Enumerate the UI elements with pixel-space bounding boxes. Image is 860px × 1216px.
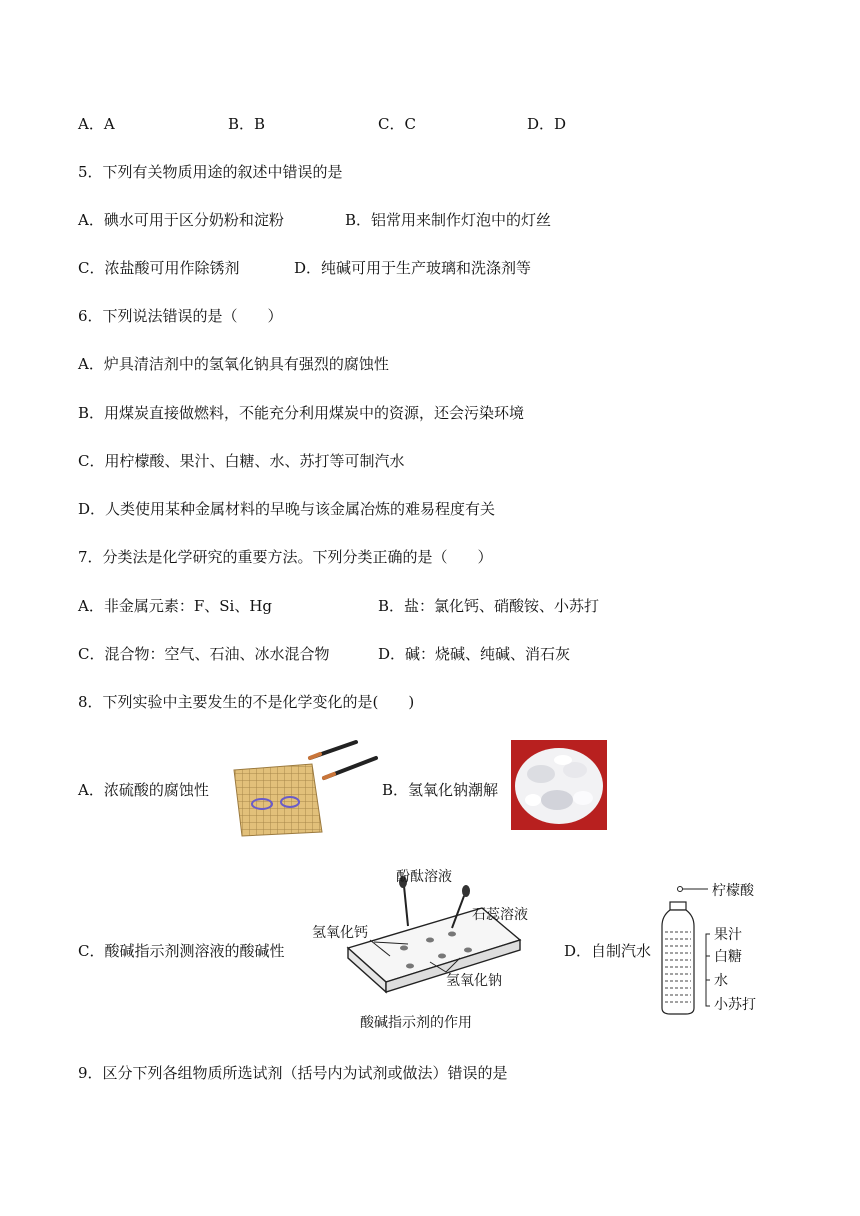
q8-option-b: B．氢氧化钠潮解 <box>382 781 499 799</box>
q6-stem: 6．下列说法错误的是（ ） <box>78 307 283 325</box>
label-juice: 果汁 <box>714 927 742 943</box>
q4-option-d: D．D <box>527 115 567 133</box>
bottle-body <box>662 910 694 1014</box>
bottle-cap <box>670 902 686 910</box>
q8-option-d: D．自制汽水 <box>564 942 652 960</box>
glass-rod-2-tip <box>324 774 334 778</box>
dropper-left <box>404 886 408 926</box>
q8-option-a: A．浓硫酸的腐蚀性 <box>78 781 209 799</box>
label-litmus: 石蕊溶液 <box>472 907 528 923</box>
q4-option-c: C．C <box>378 115 416 133</box>
q9-stem: 9．区分下列各组物质所选试剂（括号内为试剂或做法）错误的是 <box>78 1064 508 1082</box>
label-sodium-hydroxide: 氢氧化钠 <box>446 973 502 989</box>
label-phenolphthalein: 酚酞溶液 <box>396 869 452 885</box>
q6-option-d: D．人类使用某种金属材料的早晚与该金属冶炼的难易程度有关 <box>78 500 496 518</box>
q6-option-c: C．用柠檬酸、果汁、白糖、水、苏打等可制汽水 <box>78 452 405 470</box>
q5-option-b: B．铝常用来制作灯泡中的灯丝 <box>345 211 552 229</box>
q8-figure-d <box>656 876 786 1022</box>
label-baking-soda: 小苏打 <box>714 997 756 1013</box>
q4-option-b: B．B <box>228 115 266 133</box>
label-water: 水 <box>714 973 728 989</box>
label-citric-acid: 柠檬酸 <box>712 883 754 899</box>
label-calcium-hydroxide: 氢氧化钙 <box>312 925 368 941</box>
label-sugar: 白糖 <box>714 949 742 965</box>
q5-option-c: C．浓盐酸可用作除锈剂 <box>78 259 240 277</box>
q5-option-d: D．纯碱可用于生产玻璃和洗涤剂等 <box>294 259 532 277</box>
q8-figure-b <box>511 740 607 830</box>
q5-stem: 5．下列有关物质用途的叙述中错误的是 <box>78 163 343 181</box>
q7-option-c: C．混合物：空气、石油、冰水混合物 <box>78 645 330 663</box>
spot-plate-drawing <box>312 864 542 1034</box>
figure-c-caption: 酸碱指示剂的作用 <box>360 1015 472 1031</box>
q7-option-d: D．碱：烧碱、纯碱、消石灰 <box>378 645 571 663</box>
q4-option-a: A．A <box>78 115 115 133</box>
q7-option-b: B．盐：氯化钙、硝酸铵、小苏打 <box>378 597 600 615</box>
mesh-cloth <box>234 764 322 836</box>
q6-option-a: A．炉具清洁剂中的氢氧化钠具有强烈的腐蚀性 <box>78 355 389 373</box>
q8-figure-c <box>312 864 542 1034</box>
q8-figure-a <box>228 738 388 838</box>
q5-option-a: A．碘水可用于区分奶粉和淀粉 <box>78 211 284 229</box>
glass-rod-1-tip <box>310 754 320 758</box>
q6-option-b: B．用煤炭直接做燃料，不能充分利用煤炭中的资源，还会污染环境 <box>78 404 525 422</box>
q7-stem: 7．分类法是化学研究的重要方法。下列分类正确的是（ ） <box>78 548 493 566</box>
q8-option-c: C．酸碱指示剂测溶液的酸碱性 <box>78 942 285 960</box>
q7-option-a: A．非金属元素：F、Si、Hg <box>78 597 272 615</box>
q8-stem: 8．下列实验中主要发生的不是化学变化的是( ) <box>78 693 415 711</box>
